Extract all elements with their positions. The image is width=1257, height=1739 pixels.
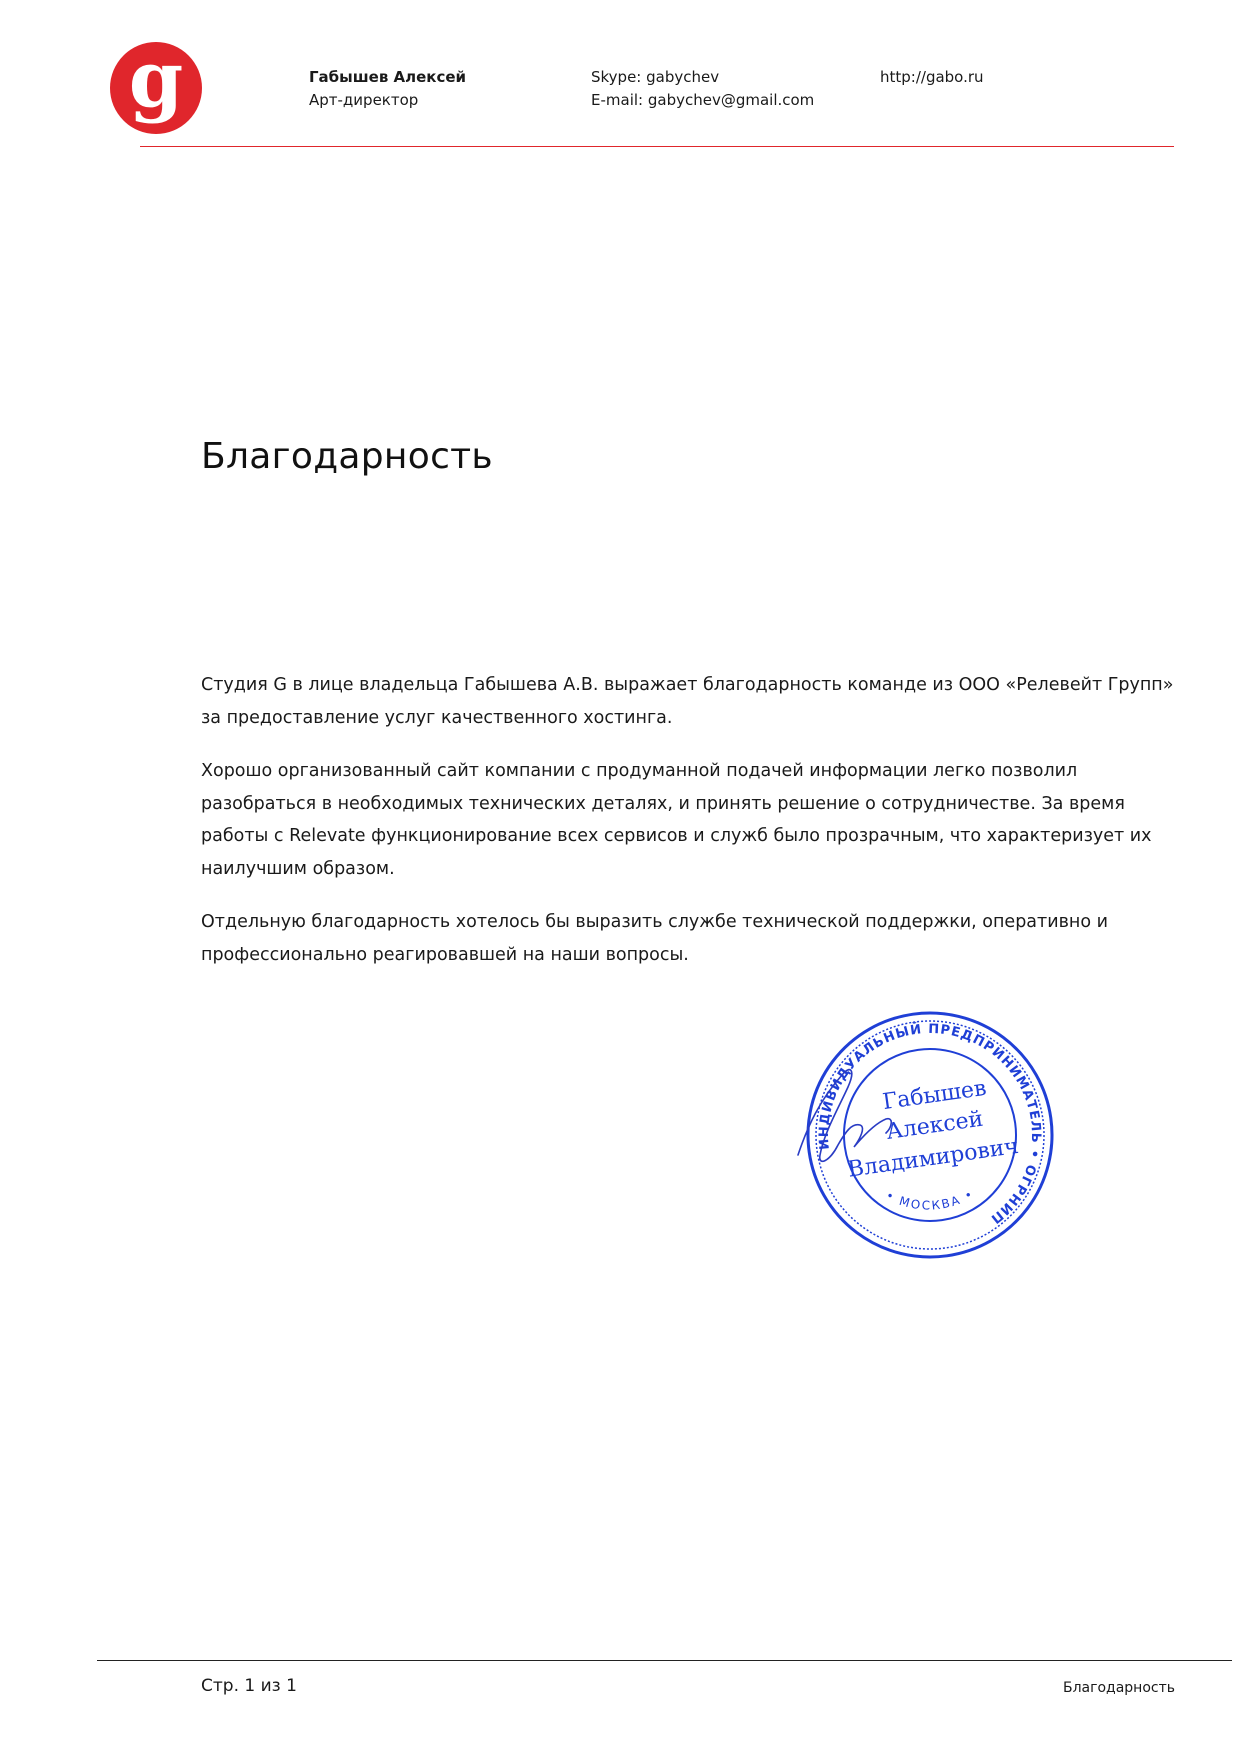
paragraph-2: Хорошо организованный сайт компании с продуманной подачей информации легко позволил разобраться в необходимых технических деталях, и принять решение о сотрудничестве. За время работы с Relevate функционирование всех сервисов и служб было прозрачным, что характеризует их наилучшим образом. [201, 761, 1152, 879]
paragraph-3: Отдельную благодарность хотелось бы выразить службе технической поддержки, оперативно и профессионально реагировавшей на наши вопросы. [201, 912, 1108, 965]
studio-g-logo [108, 40, 204, 136]
stamp-line-1: Габышев [881, 1075, 988, 1116]
stamp-line-2: Алексей [884, 1106, 985, 1145]
header-website [880, 66, 984, 89]
stamp-city: • МОСКВА • [883, 1186, 977, 1213]
header-contacts [591, 66, 814, 112]
logo-letter: g [128, 40, 184, 125]
skype-contact: Skype: gabychev [591, 68, 720, 86]
website-link: http://gabo.ru [880, 68, 984, 86]
official-stamp [790, 1005, 1070, 1265]
stamp-ring-text: ИНДИВИДУАЛЬНЫЙ ПРЕДПРИНИМАТЕЛЬ • ОГРНИП [816, 1021, 1044, 1227]
email-contact: E-mail: gabychev@gmail.com [591, 91, 815, 109]
document-title: Благодарность [201, 436, 493, 477]
stamp-line-3: Владимирович [846, 1133, 1021, 1183]
svg-text:• МОСКВА • [882, 1176, 978, 1219]
page-number: Стр. 1 из 1 [201, 1676, 297, 1696]
header-divider [140, 146, 1174, 147]
header-person [309, 66, 466, 112]
paragraph-1: Студия G в лице владельца Габышева А.В. выражает благодарность команде из ООО «Релевейт Групп» за предоставление услуг качественного хостинга. [201, 675, 1174, 728]
footer-divider [97, 1660, 1232, 1661]
letter-body [201, 669, 1181, 992]
person-name: Габышев Алексей [309, 68, 467, 86]
person-role: Арт-директор [309, 91, 419, 109]
footer-doc-name: Благодарность [1062, 1680, 1175, 1696]
